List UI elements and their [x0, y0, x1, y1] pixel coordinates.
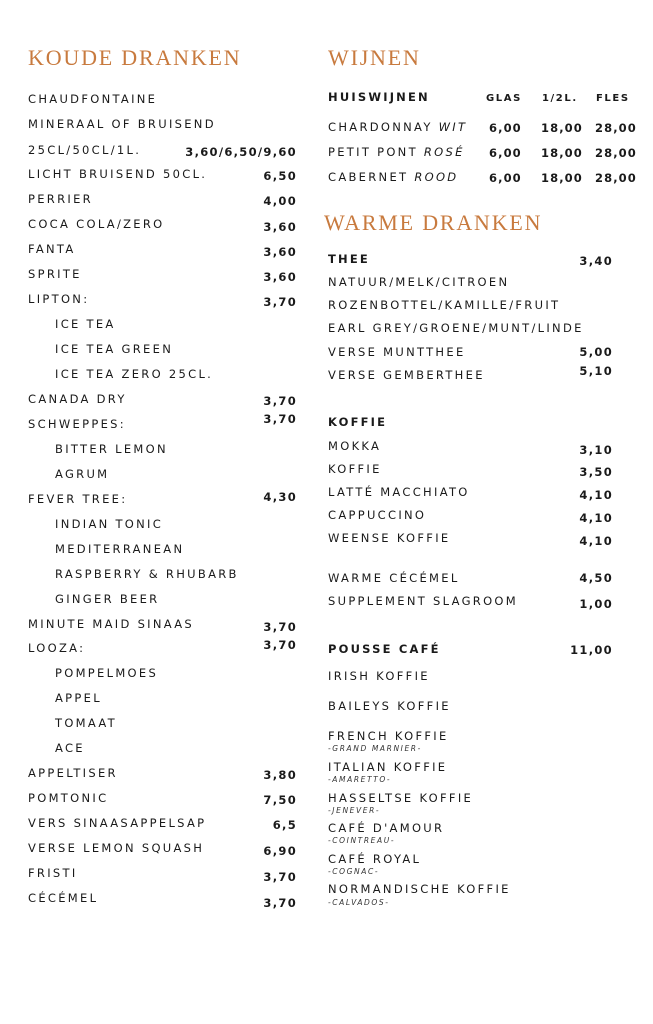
- list-item: 25CL/50CL/1L.: [28, 143, 142, 157]
- price: 6,50: [263, 169, 297, 183]
- list-item: AGRUM: [55, 467, 110, 481]
- list-item: ICE TEA GREEN: [55, 342, 174, 356]
- price-fles: 28,00: [595, 121, 637, 135]
- column-header-glas: GLAS: [486, 93, 522, 104]
- list-item: HASSELTSE KOFFIE: [328, 791, 474, 805]
- wine-style: ROOD: [414, 170, 459, 184]
- list-item: CANADA DRY: [28, 392, 127, 406]
- price-fles: 28,00: [595, 171, 637, 185]
- price: 4,10: [579, 534, 613, 548]
- koffie-label: KOFFIE: [328, 415, 388, 429]
- list-item: APPEL: [55, 691, 102, 705]
- list-item: VERSE LEMON SQUASH: [28, 841, 205, 855]
- list-item: VERSE GEMBERTHEE: [328, 368, 485, 382]
- list-item: LIPTON:: [28, 292, 90, 306]
- liquor-note: -COGNAC-: [328, 867, 380, 876]
- list-item: APPELTISER: [28, 766, 118, 780]
- price: 3,70: [263, 295, 297, 309]
- list-item: TOMAAT: [55, 716, 117, 730]
- list-item: ROZENBOTTEL/KAMILLE/FRUIT: [328, 298, 561, 312]
- list-item: ITALIAN KOFFIE: [328, 760, 448, 774]
- list-item: RASPBERRY & RHUBARB: [55, 567, 239, 581]
- wine-name: CHARDONNAY: [328, 120, 433, 134]
- wine-row: [328, 145, 465, 159]
- list-item: BAILEYS KOFFIE: [328, 699, 451, 713]
- pousse-cafe-label: POUSSE CAFÉ: [328, 642, 441, 656]
- price: 3,60: [263, 220, 297, 234]
- wine-row: [328, 120, 467, 134]
- price: 3,70: [263, 620, 297, 634]
- liquor-note: -GRAND MARNIER-: [328, 744, 422, 753]
- list-item: ACE: [55, 741, 85, 755]
- list-item: COCA COLA/ZERO: [28, 217, 165, 231]
- liquor-note: -AMARETTO-: [328, 775, 392, 784]
- list-item: IRISH KOFFIE: [328, 669, 430, 683]
- liquor-note: -CALVADOS-: [328, 898, 390, 907]
- price: 6,5: [272, 818, 297, 832]
- wine-row: [328, 170, 458, 184]
- price: 3,70: [263, 412, 297, 426]
- list-item: MINUTE MAID SINAAS: [28, 617, 195, 631]
- price: 6,90: [263, 844, 297, 858]
- wijnen-heading: WIJNEN: [328, 45, 421, 70]
- list-item: FEVER TREE:: [28, 492, 128, 506]
- price: 3,60/6,50/9,60: [185, 145, 297, 159]
- list-item: MEDITERRANEAN: [55, 542, 185, 556]
- column-header-half: 1/2L.: [542, 93, 578, 104]
- price: 3,60: [263, 245, 297, 259]
- list-item: CHAUDFONTAINE: [28, 92, 158, 106]
- price: 3,60: [263, 270, 297, 284]
- price: 4,10: [579, 488, 613, 502]
- list-item: GINGER BEER: [55, 592, 160, 606]
- price: 3,40: [579, 254, 613, 268]
- list-item: SCHWEPPES:: [28, 417, 126, 431]
- price-glas: 6,00: [489, 121, 522, 135]
- price-half: 18,00: [541, 171, 583, 185]
- price-fles: 28,00: [595, 146, 637, 160]
- warme-dranken-heading: WARME DRANKEN: [324, 210, 543, 235]
- price: 7,50: [263, 793, 297, 807]
- list-item: PERRIER: [28, 192, 93, 206]
- list-item: CÉCÉMEL: [28, 891, 99, 905]
- list-item: LATTÉ MACCHIATO: [328, 485, 470, 499]
- list-item: ICE TEA: [55, 317, 116, 331]
- price: 3,50: [579, 465, 613, 479]
- list-item: CAFÉ ROYAL: [328, 852, 422, 866]
- thee-label: THEE: [328, 252, 370, 266]
- price: 1,00: [579, 597, 613, 611]
- huiswijnen-label: HUISWIJNEN: [328, 90, 430, 104]
- price: 3,10: [579, 443, 613, 457]
- price: 5,00: [579, 345, 613, 359]
- list-item: NATUUR/MELK/CITROEN: [328, 275, 510, 289]
- price-glas: 6,00: [489, 171, 522, 185]
- list-item: INDIAN TONIC: [55, 517, 164, 531]
- wine-style: ROSÉ: [423, 145, 465, 159]
- list-item: SPRITE: [28, 267, 82, 281]
- price-half: 18,00: [541, 146, 583, 160]
- price: 3,70: [263, 394, 297, 408]
- list-item: POMTONIC: [28, 791, 109, 805]
- list-item: LOOZA:: [28, 641, 86, 655]
- list-item: ICE TEA ZERO 25CL.: [55, 367, 214, 381]
- list-item: FANTA: [28, 242, 76, 256]
- list-item: FRISTI: [28, 866, 78, 880]
- list-item: WARME CÉCÉMEL: [328, 571, 460, 585]
- list-item: MINERAAL OF BRUISEND: [28, 117, 216, 131]
- wine-style: WIT: [438, 120, 468, 134]
- list-item: CAPPUCCINO: [328, 508, 427, 522]
- list-item: BITTER LEMON: [55, 442, 168, 456]
- price: 4,00: [263, 194, 297, 208]
- wine-name: CABERNET: [328, 170, 409, 184]
- list-item: WEENSE KOFFIE: [328, 531, 451, 545]
- liquor-note: -COINTREAU-: [328, 836, 396, 845]
- koude-dranken-heading: KOUDE DRANKEN: [28, 45, 242, 70]
- price: 3,80: [263, 768, 297, 782]
- price: 4,30: [263, 490, 297, 504]
- list-item: LICHT BRUISEND 50CL.: [28, 167, 208, 181]
- price-half: 18,00: [541, 121, 583, 135]
- price-glas: 6,00: [489, 146, 522, 160]
- column-header-fles: FLES: [596, 93, 630, 104]
- list-item: EARL GREY/GROENE/MUNT/LINDE: [328, 321, 584, 335]
- wine-name: PETIT PONT: [328, 145, 418, 159]
- list-item: KOFFIE: [328, 462, 382, 476]
- list-item: SUPPLEMENT SLAGROOM: [328, 594, 518, 608]
- list-item: POMPELMOES: [55, 666, 159, 680]
- liquor-note: -JENEVER-: [328, 806, 381, 815]
- list-item: NORMANDISCHE KOFFIE: [328, 882, 511, 896]
- list-item: FRENCH KOFFIE: [328, 729, 449, 743]
- list-item: VERS SINAASAPPELSAP: [28, 816, 207, 830]
- list-item: CAFÉ D'AMOUR: [328, 821, 445, 835]
- price: 5,10: [579, 364, 613, 378]
- price: 3,70: [263, 870, 297, 884]
- price: 4,50: [579, 571, 613, 585]
- list-item: MOKKA: [328, 439, 382, 453]
- list-item: VERSE MUNTTHEE: [328, 345, 466, 359]
- price: 3,70: [263, 896, 297, 910]
- price: 3,70: [263, 638, 297, 652]
- price: 11,00: [570, 643, 613, 657]
- price: 4,10: [579, 511, 613, 525]
